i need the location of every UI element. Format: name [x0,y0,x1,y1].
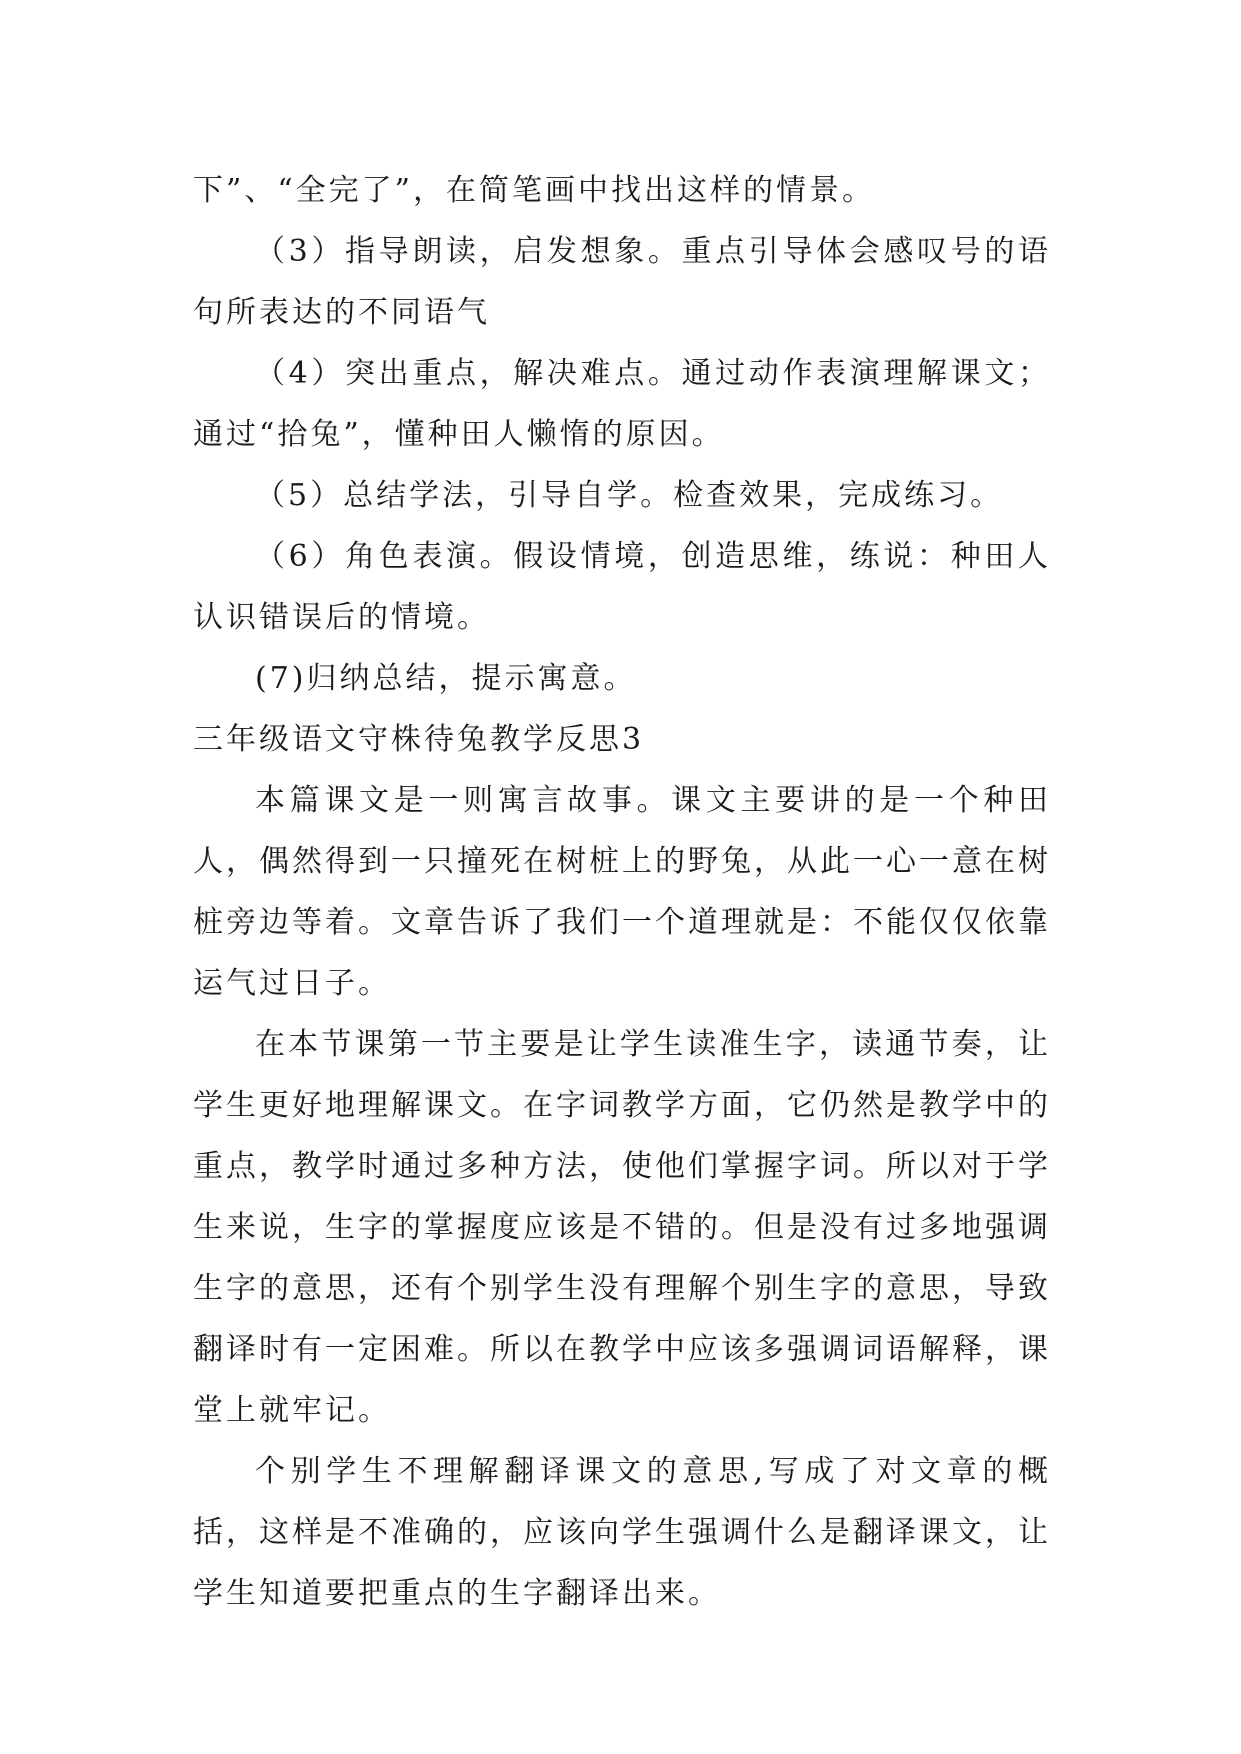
paragraph-step-3: （3）指导朗读，启发想象。重点引导体会感叹号的语句所表达的不同语气 [193,234,1051,330]
paragraph-body-1: 本篇课文是一则寓言故事。课文主要讲的是一个种田人，偶然得到一只撞死在树桩上的野兔，从此一心一意在树桩旁边等着。文章告诉了我们一个道理就是：不能仅仅依靠运气过日子。 [193,783,1051,1001]
paragraph-body-3: 个别学生不理解翻译课文的意思,写成了对文章的概括，这样是不准确的，应该向学生强调什么是翻译课文，让学生知道要把重点的生字翻译出来。 [193,1454,1051,1611]
paragraph-step-5: （5）总结学法，引导自学。检查效果，完成练习。 [255,478,1004,513]
section-heading: 三年级语文守株待兔教学反思3 [193,722,645,757]
paragraph-body-2: 在本节课第一节主要是让学生读准生字，读通节奏，让学生更好地理解课文。在字词教学方面，它仍然是教学中的重点，教学时通过多种方法，使他们掌握字词。所以对于学生来说，生字的掌握度应该是不错的。但是没有过多地强调生字的意思，还有个别学生没有理解个别生字的意思，导致翻译时有一定困难。所以在教学中应该多强调词语解释，课堂上就牢记。 [193,1027,1051,1428]
document-body [193,160,1051,1624]
paragraph-continued: 下”、“全完了”，在简笔画中找出这样的情景。 [193,173,876,208]
paragraph-step-4: （4）突出重点，解决难点。通过动作表演理解课文；通过“拾兔”，懂种田人懒惰的原因。 [193,356,1051,452]
paragraph-step-6: （6）角色表演。假设情境，创造思维，练说：种田人认识错误后的情境。 [193,539,1051,635]
paragraph-step-7: (7)归纳总结，提示寓意。 [255,661,637,696]
